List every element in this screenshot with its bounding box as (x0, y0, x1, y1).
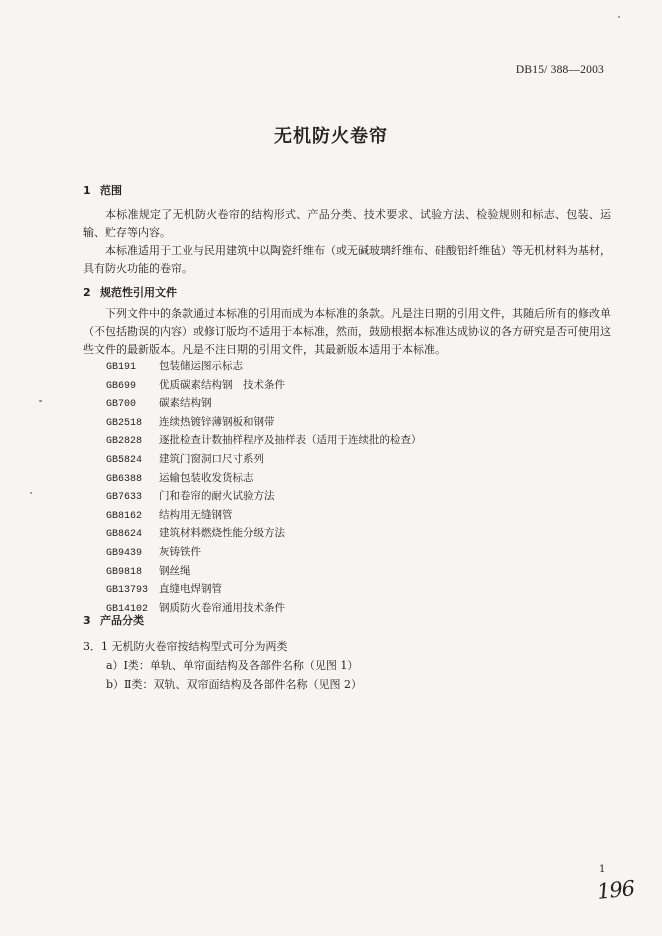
section-title: 范围 (100, 184, 122, 197)
reference-title: 结构用无缝钢管 (159, 508, 233, 521)
reference-code: GB2518 (106, 417, 143, 429)
section-number: 3 (83, 614, 91, 627)
reference-item (106, 376, 422, 395)
reference-code: GB7633 (106, 492, 143, 504)
reference-item (106, 506, 422, 525)
scan-speck (30, 492, 32, 494)
reference-title: 连续热镀锌薄钢板和钢带 (159, 415, 275, 428)
standard-code: DB15/ 388—2003 (515, 64, 604, 76)
normative-intro-paragraph: 下列文件中的条款通过本标准的引用而成为本标准的条款。凡是注日期的引用文件，其随后所有的修改单（不包括勘误的内容）或修订版均不适用于本标准，然而，鼓励根据本标准达成协议的各方研究是否可使用这些文件的最新版本。凡是不注日期的引用文件，其最新版本适用于本标准。 (83, 307, 611, 356)
section-number: 1 (83, 184, 91, 197)
reference-item (106, 562, 422, 581)
reference-title: 逐批检查计数抽样程序及抽样表（适用于连续批的检查） (159, 434, 422, 447)
section-number: 2 (83, 286, 91, 299)
reference-title: 门和卷帘的耐火试验方法 (159, 490, 275, 503)
classification-item-a: a）Ⅰ类：单轨、单帘面结构及各部件名称（见图 1） (106, 659, 359, 672)
section-heading-normative-references (83, 284, 177, 300)
reference-code: GB191 (106, 362, 137, 373)
reference-code: GB9439 (106, 547, 143, 559)
section-heading-product-classification (83, 612, 144, 628)
reference-title: 钢丝绳 (159, 564, 191, 577)
reference-title: 碳素结构钢 (159, 397, 212, 410)
reference-code: GB5824 (106, 454, 143, 466)
reference-code: GB2828 (106, 436, 143, 448)
scope-paragraph-1: 本标准规定了无机防火卷帘的结构形式、产品分类、技术要求、试验方法、检验规则和标志、包装、运输、贮存等内容。 (83, 208, 611, 239)
clause-3-1: 3．1 无机防火卷帘按结构型式可分为两类 (83, 640, 288, 653)
reference-item (106, 357, 422, 376)
reference-code: GB8624 (106, 529, 143, 541)
reference-code: GB700 (106, 399, 137, 411)
reference-title: 包装储运图示标志 (159, 360, 243, 372)
reference-code: GB9818 (106, 566, 143, 578)
reference-code: GB6388 (106, 473, 143, 485)
reference-item (106, 543, 422, 562)
reference-title: 运输包装收发货标志 (159, 471, 254, 484)
reference-code: GB8162 (106, 510, 143, 522)
scan-speck (618, 16, 620, 18)
reference-item (106, 580, 422, 599)
reference-item (106, 469, 422, 488)
scan-speck (39, 400, 42, 402)
reference-title: 优质碳素结构钢 技术条件 (159, 378, 285, 391)
reference-title: 建筑门窗洞口尺寸系列 (159, 452, 264, 465)
reference-item (106, 394, 422, 413)
handwritten-page-number: 196 (595, 876, 636, 904)
reference-title: 灰铸铁件 (159, 545, 201, 558)
reference-item (106, 524, 422, 543)
reference-list (106, 357, 422, 617)
reference-code: GB13793 (106, 585, 149, 597)
reference-title: 钢质防火卷帘通用技术条件 (159, 601, 285, 614)
page-number: 1 (599, 864, 606, 875)
section-title: 规范性引用文件 (100, 286, 177, 299)
section-title: 产品分类 (100, 614, 144, 627)
reference-code: GB14102 (106, 603, 149, 615)
reference-title: 建筑材料燃烧性能分级方法 (159, 527, 285, 540)
scope-paragraph-2: 本标准适用于工业与民用建筑中以陶瓷纤维布（或无碱玻璃纤维布、硅酸铝纤维毡）等无机材料为基材，具有防火功能的卷帘。 (83, 244, 611, 275)
document-title: 无机防火卷帘 (274, 126, 388, 147)
reference-item (106, 599, 422, 618)
reference-title: 直缝电焊钢管 (159, 583, 222, 596)
classification-item-b: b）Ⅱ类：双轨、双帘面结构及各部件名称（见图 2） (106, 678, 363, 691)
section-heading-scope (83, 182, 122, 198)
reference-item (106, 487, 422, 506)
reference-item (106, 431, 422, 450)
reference-code: GB699 (106, 380, 137, 392)
reference-item (106, 450, 422, 469)
reference-item (106, 413, 422, 432)
